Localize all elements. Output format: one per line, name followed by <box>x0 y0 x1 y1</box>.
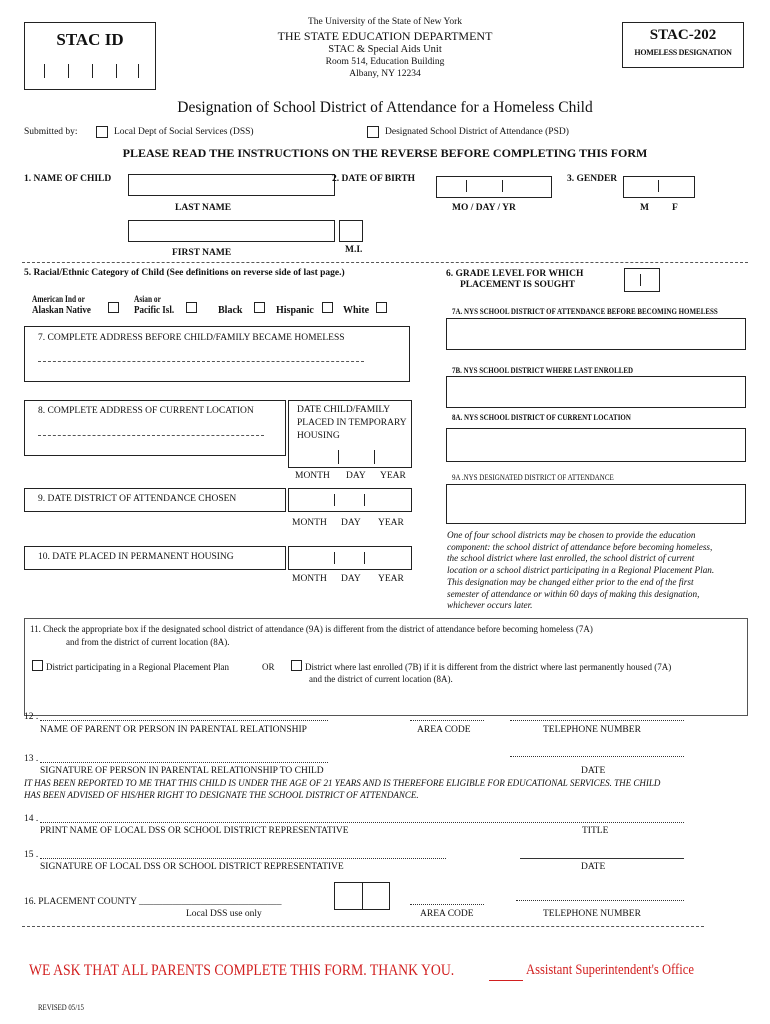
dss-checkbox[interactable] <box>96 126 108 138</box>
item-15-number: 15 . <box>24 850 39 860</box>
f8-address-line <box>38 435 264 436</box>
gender-m-label: M <box>640 203 649 213</box>
rpp-checkbox[interactable] <box>32 660 43 671</box>
f10-day-label: DAY <box>341 574 361 584</box>
f9a-label: 9A .NYS DESIGNATED DISTRICT OF ATTENDANCE <box>452 472 614 482</box>
alaskan-native-checkbox[interactable] <box>108 302 119 313</box>
office-underline <box>489 980 523 981</box>
f7-address-line <box>38 361 364 362</box>
form-subtitle: HOMELESS DESIGNATION <box>634 48 732 57</box>
bottom-divider <box>22 926 704 927</box>
temp-day-label: DAY <box>346 471 366 481</box>
rep-signature-label: SIGNATURE OF LOCAL DSS OR SCHOOL DISTRICT REPRESENTATIVE <box>40 862 344 872</box>
gender-divider <box>658 180 659 192</box>
psd-checkbox[interactable] <box>367 126 379 138</box>
f9a-field[interactable] <box>446 484 746 524</box>
grade-level-label: 6. GRADE LEVEL FOR WHICH <box>446 269 584 279</box>
note-line: This designation may be changed either prior to the end of the first <box>447 576 694 587</box>
f9-date-divider <box>364 494 365 506</box>
stac-id-tick <box>92 64 93 78</box>
unit-name: STAC & Special Aids Unit <box>328 44 442 55</box>
university-name: The University of the State of New York <box>307 17 463 27</box>
date-of-birth-field[interactable] <box>436 176 552 198</box>
note-line: location or a school district participating in a Regional Placement Plan. <box>447 565 715 576</box>
rep-print-name-line[interactable] <box>40 822 684 823</box>
eligibility-statement-2: HAS BEEN ADVISED OF HIS/HER RIGHT TO DESIGNATE THE SCHOOL DISTRICT OF ATTENDANCE. <box>24 790 419 800</box>
f7a-label: 7A. NYS SCHOOL DISTRICT OF ATTENDANCE BEFORE BECOMING HOMELESS <box>452 306 718 316</box>
stac-id-tick <box>116 64 117 78</box>
item-13-number: 13 . <box>24 754 39 764</box>
grade-divider <box>640 274 641 286</box>
first-name-field[interactable] <box>128 220 335 242</box>
area-code-label-1: AREA CODE <box>417 725 471 735</box>
temp-date-divider <box>338 450 339 464</box>
eligibility-statement-1: IT HAS BEEN REPORTED TO ME THAT THIS CHILD IS UNDER THE AGE OF 21 YEARS AND IS THEREFORE ELIGIBLE FOR EDUCATIONAL SERVICES. THE CHILD <box>24 778 661 788</box>
f8-label: 8. COMPLETE ADDRESS OF CURRENT LOCATION <box>38 406 254 416</box>
temp-year-label: YEAR <box>380 471 406 481</box>
rep-date-line[interactable] <box>520 858 684 859</box>
dob-divider <box>466 180 467 192</box>
placement-sought-label: PLACEMENT IS SOUGHT <box>460 280 575 290</box>
stac-id-label: STAC ID <box>56 30 124 49</box>
telephone-label-2: TELEPHONE NUMBER <box>543 909 641 919</box>
last-enrolled-label-1: District where last enrolled (7B) if it is different from the district where last permanently housed (7A) <box>305 662 672 672</box>
area-code-line-2[interactable] <box>410 904 484 905</box>
parent-date-line[interactable] <box>510 756 684 757</box>
rpp-option-label: District participating in a Regional Placement Plan <box>46 662 229 672</box>
temp-housing-line-3: HOUSING <box>297 431 340 441</box>
placement-county-label: 16. PLACEMENT COUNTY ______________________________ <box>24 897 282 907</box>
f10-date-divider <box>334 552 335 564</box>
stac-id-tick <box>138 64 139 78</box>
item-14-number: 14 . <box>24 814 39 824</box>
psd-option-label: Designated School District of Attendance (PSD) <box>385 127 569 137</box>
gender-field[interactable] <box>623 176 695 198</box>
f7a-field[interactable] <box>446 318 746 350</box>
section-11-line-1: 11. Check the appropriate box if the designated school district of attendance (9A) is different from the district of attendance before becoming homeless (7A) <box>30 624 593 634</box>
telephone-line-1[interactable] <box>510 720 684 721</box>
last-name-label: LAST NAME <box>175 203 232 213</box>
stac-id-tick <box>44 64 45 78</box>
f9-label: 9. DATE DISTRICT OF ATTENDANCE CHOSEN <box>38 494 237 504</box>
rep-date-label: DATE <box>581 862 606 872</box>
first-name-label: FIRST NAME <box>172 248 232 258</box>
white-label: White <box>343 305 370 316</box>
gender-f-label: F <box>672 203 678 213</box>
department-name: THE STATE EDUCATION DEPARTMENT <box>277 29 493 43</box>
f7b-field[interactable] <box>446 376 746 408</box>
last-enrolled-checkbox[interactable] <box>291 660 302 671</box>
telephone-line-2[interactable] <box>516 900 684 901</box>
revised-date: REVISED 05/15 <box>38 1003 84 1012</box>
mo-day-yr-label: MO / DAY / YR <box>452 203 516 213</box>
grade-level-field[interactable] <box>624 268 660 292</box>
telephone-label-1: TELEPHONE NUMBER <box>543 725 641 735</box>
area-code-line-1[interactable] <box>410 720 484 721</box>
dss-use-label: Local DSS use only <box>186 909 262 919</box>
thank-you-message: WE ASK THAT ALL PARENTS COMPLETE THIS FORM. THANK YOU. <box>29 962 455 979</box>
parent-signature-line[interactable] <box>40 762 328 763</box>
mi-field[interactable] <box>339 220 363 242</box>
title-label: TITLE <box>582 826 609 836</box>
black-label: Black <box>218 305 243 316</box>
dob-divider <box>502 180 503 192</box>
rep-print-name-label: PRINT NAME OF LOCAL DSS OR SCHOOL DISTRICT REPRESENTATIVE <box>40 826 349 836</box>
stac-id-tick <box>68 64 69 78</box>
f9-date-divider <box>334 494 335 506</box>
f8a-label: 8A. NYS SCHOOL DISTRICT OF CURRENT LOCATION <box>452 412 631 422</box>
designation-note <box>447 530 747 612</box>
date-of-birth-label: 2. DATE OF BIRTH <box>332 174 416 184</box>
f8a-field[interactable] <box>446 428 746 462</box>
instructions-banner: PLEASE READ THE INSTRUCTIONS ON THE REVERSE BEFORE COMPLETING THIS FORM <box>122 146 648 160</box>
ethnic-category-label: 5. Racial/Ethnic Category of Child (See definitions on reverse side of last page.) <box>24 268 345 278</box>
note-line: the school district where last enrolled, the school district of current <box>447 553 695 564</box>
black-checkbox[interactable] <box>254 302 265 313</box>
room-address: Room 514, Education Building <box>325 57 445 67</box>
parent-signature-label: SIGNATURE OF PERSON IN PARENTAL RELATIONSHIP TO CHILD <box>40 766 324 776</box>
temp-month-label: MONTH <box>295 471 330 481</box>
temp-housing-line-2: PLACED IN TEMPORARY <box>297 418 407 428</box>
item-12-number: 12 . <box>24 712 39 722</box>
f10-date-field[interactable] <box>288 546 412 570</box>
section-11-line-2: and from the district of current location (8A). <box>66 637 230 647</box>
f7-label: 7. COMPLETE ADDRESS BEFORE CHILD/FAMILY BECAME HOMELESS <box>38 333 345 343</box>
parent-date-label: DATE <box>581 766 606 776</box>
parent-name-line[interactable] <box>40 720 328 721</box>
form-number: STAC-202 <box>649 27 717 43</box>
or-label: OR <box>262 662 275 672</box>
parent-name-label: NAME OF PARENT OR PERSON IN PARENTAL RELATIONSHIP <box>40 725 307 735</box>
section-divider <box>22 262 748 263</box>
mi-label: M.I. <box>345 245 363 255</box>
form-title: Designation of School District of Attendance for a Homeless Child <box>177 99 593 116</box>
hispanic-checkbox[interactable] <box>322 302 333 313</box>
name-of-child-label: 1. NAME OF CHILD <box>24 174 112 184</box>
note-line: component: the school district of attendance before becoming homeless, <box>447 541 713 552</box>
office-label: Assistant Superintendent's Office <box>526 962 694 978</box>
white-checkbox[interactable] <box>376 302 387 313</box>
f9-month-label: MONTH <box>292 518 327 528</box>
f9-day-label: DAY <box>341 518 361 528</box>
f10-label: 10. DATE PLACED IN PERMANENT HOUSING <box>38 552 234 562</box>
note-line: One of four school districts may be chosen to provide the education <box>447 530 696 540</box>
last-name-field[interactable] <box>128 174 335 196</box>
asian-label: Asian or <box>134 294 161 304</box>
city-address: Albany, NY 12234 <box>349 69 421 79</box>
area-code-label-2: AREA CODE <box>420 909 474 919</box>
note-line: whichever occurs later. <box>447 600 533 611</box>
pacific-isl-label: Pacific Isl. <box>134 304 175 316</box>
f9-date-field[interactable] <box>288 488 412 512</box>
temp-housing-line-1: DATE CHILD/FAMILY <box>297 405 391 415</box>
alaskan-native-label: Alaskan Native <box>32 304 91 316</box>
f9-year-label: YEAR <box>378 518 404 528</box>
rep-signature-line[interactable] <box>40 858 446 859</box>
american-ind-label: American Ind or <box>32 294 85 304</box>
gender-label: 3. GENDER <box>567 174 618 184</box>
submitted-by-label: Submitted by: <box>24 127 78 137</box>
pacific-isl-checkbox[interactable] <box>186 302 197 313</box>
county-divider <box>362 882 363 910</box>
temp-date-divider <box>374 450 375 464</box>
dss-option-label: Local Dept of Social Services (DSS) <box>114 127 254 137</box>
note-line: semester of attendance or within 60 days of making this designation, <box>447 588 700 599</box>
f10-year-label: YEAR <box>378 574 404 584</box>
hispanic-label: Hispanic <box>276 305 314 316</box>
f10-date-divider <box>364 552 365 564</box>
last-enrolled-label-2: and the district of current location (8A). <box>309 674 453 684</box>
f10-month-label: MONTH <box>292 574 327 584</box>
f7b-label: 7B. NYS SCHOOL DISTRICT WHERE LAST ENROLLED <box>452 365 634 375</box>
